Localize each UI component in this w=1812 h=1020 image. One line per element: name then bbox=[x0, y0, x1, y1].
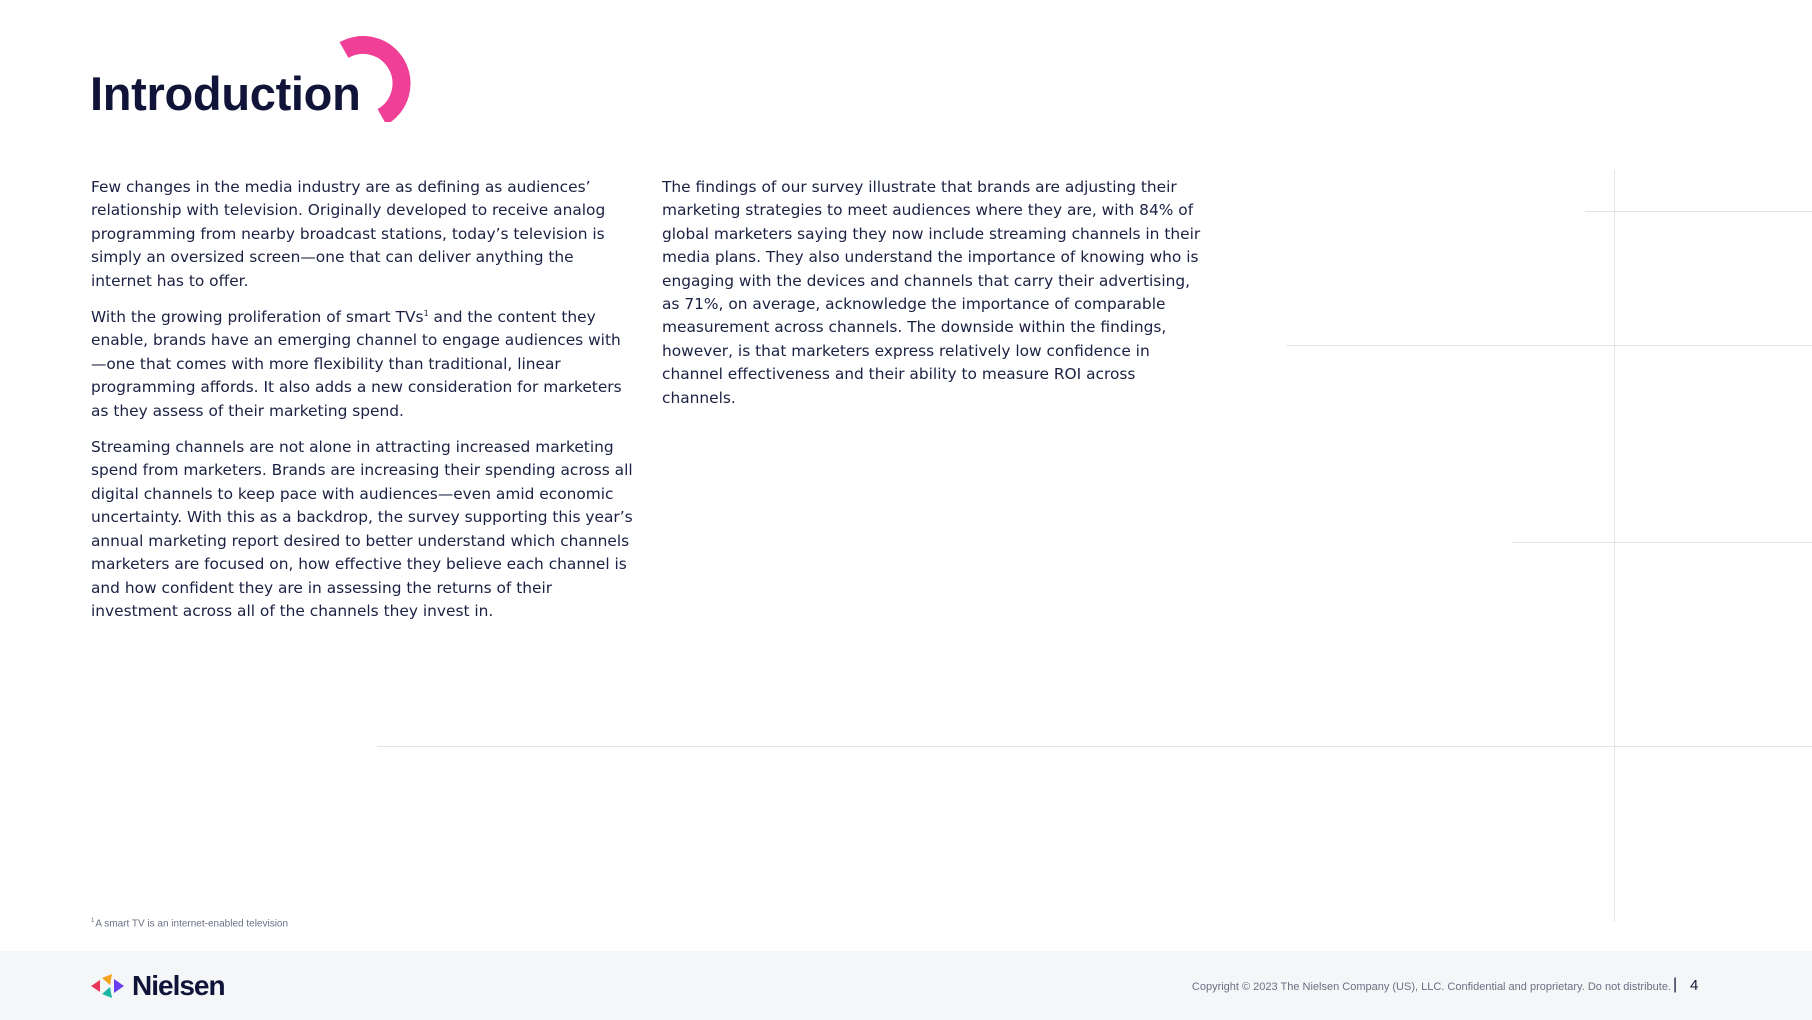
nielsen-logo bbox=[90, 970, 225, 1001]
page-number: 4 bbox=[1690, 977, 1699, 994]
footnote bbox=[91, 918, 288, 929]
page-footer bbox=[0, 951, 1812, 1020]
intro-paragraph-2-start: With the growing proliferation of smart TVs bbox=[91, 308, 424, 327]
footnote-text: A smart TV is an internet-enabled television bbox=[95, 918, 289, 930]
intro-paragraph-2 bbox=[91, 306, 636, 423]
pink-swirl-icon bbox=[336, 36, 426, 122]
nielsen-logo-icon bbox=[90, 973, 132, 999]
findings-paragraph: The findings of our survey illustrate that brands are adjusting their marketing strategies to meet audiences where they are, with 84% of global marketers saying they now include streaming channels in their media plans. They also understand the importance of knowing who is engaging with the devices and channels that carry their advertising, as 71%, on average, acknowledge the importance of comparable measurement across channels. The downside within the findings, however, is that marketers express relatively low confidence in channel effectiveness and their ability to measure ROI across channels. bbox=[662, 178, 1201, 407]
intro-paragraph-3: Streaming channels are not alone in attracting increased marketing spend from marketers. Brands are increasing their spending across all digital channels to keep pace with audiences—even amid economic uncertainty. With this as a backdrop, the survey supporting this year’s annual marketing report desired to better understand which channels marketers are focused on, how effective they believe each channel is and how confident they are in assessing the returns of their investment across all of the channels they invest in. bbox=[91, 438, 633, 620]
intro-paragraph-2-end: and the content they enable, brands have an emerging channel to engage audiences with—one that comes with more flexibility than traditional, linear programming affords. It also adds a new consideration for marketers as they assess of their marketing spend. bbox=[91, 308, 622, 420]
intro-paragraph-1: Few changes in the media industry are as defining as audiences’ relationship with television. Originally developed to receive analog programming from nearby broadcast stations, today’s television is simply an oversized screen—one that can deliver anything the internet has to offer. bbox=[91, 178, 606, 290]
footnote-reference: 1 bbox=[423, 308, 429, 318]
intro-right-column bbox=[662, 176, 1207, 423]
footer-separator: | bbox=[1673, 976, 1678, 993]
copyright-notice: Copyright © 2023 The Nielsen Company (US), LLC. Confidential and proprietary. Do not distribute. bbox=[1191, 981, 1671, 993]
intro-left-column bbox=[91, 176, 636, 636]
footnote-mark: 1 bbox=[91, 918, 95, 924]
page-title: Introduction bbox=[90, 67, 361, 120]
brand-name: Nielsen bbox=[132, 970, 225, 1001]
